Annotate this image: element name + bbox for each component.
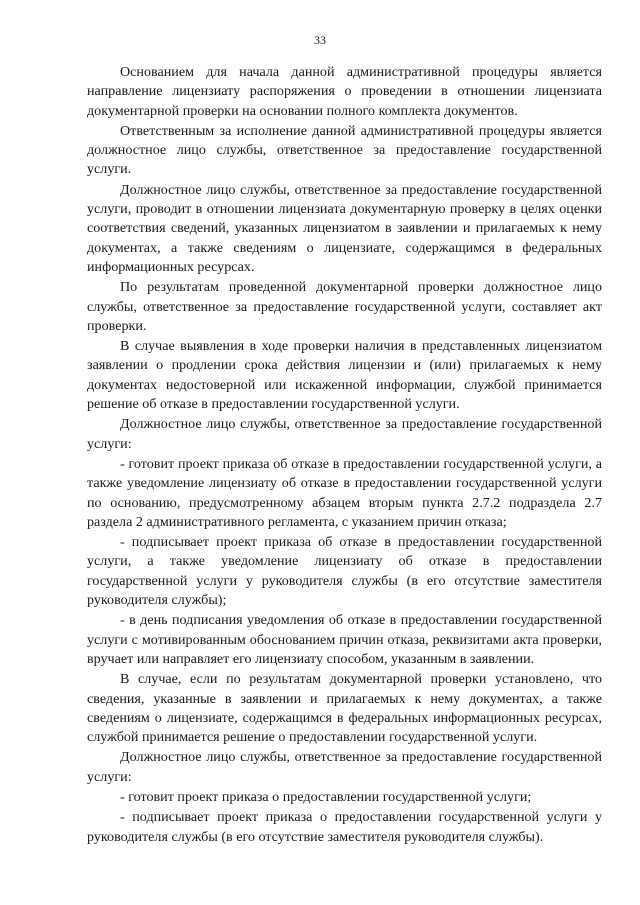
list-item-2: - подписывает проект приказа об отказе в предоставлении государственной услуги, а также уведомление лицензиату об отказе в предоставлении государственной услуги у руководителя службы (в его отсутствие заместителя руководителя службы); xyxy=(87,534,602,609)
list-item-4: - готовит проект приказа о предоставлении государственной услуги; xyxy=(120,788,532,805)
paragraph-4: По результатам проведенной документарной проверки должностное лицо службы, ответственное за предоставление государственной услуги, составляет акт проверки. xyxy=(87,279,602,334)
list-item-1: - готовит проект приказа об отказе в предоставлении государственной услуги, а также уведомление лицензиату об отказе в предоставлении государственной услуги по основанию, предусмотренному абзацем вторым пункта 2.7.2 подраздела 2.7 раздела 2 административного регламента, с указанием причин отказа; xyxy=(87,455,602,530)
list-item-5: - подписывает проект приказа о предоставлении государственной услуги у руководителя службы (в его отсутствие заместителя руководителя службы). xyxy=(87,809,602,845)
paragraph-7: В случае, если по результатам документарной проверки установлено, что сведения, указанные в заявлении и прилагаемых к нему документах, а также сведениям о лицензиате, содержащимся в федеральных информационных ресурсах, службой принимается решение о предоставлении государственной услуги. xyxy=(87,671,602,746)
list-item-3: - в день подписания уведомления об отказе в предоставлении государственной услуги с мотивированным обоснованием причин отказа, реквизитами акта проверки, вручает или направляет его лицензиату способом, указанным в заявлении. xyxy=(87,612,602,667)
paragraph-2: Ответственным за исполнение данной административной процедуры является должностное лицо службы, ответственное за предоставление государственной услуги. xyxy=(87,122,602,178)
text-body xyxy=(87,63,602,847)
paragraph-1: Основанием для начала данной административной процедуры является направление лицензиату распоряжения о проведении в отношении лицензиата документарной проверки на основании полного комплекта документов. xyxy=(87,64,602,119)
paragraph-3: Должностное лицо службы, ответственное за предоставление государственной услуги, проводит в отношении лицензиата документарную проверку в целях оценки соответствия сведений, указанных лицензиатом в заявлении и прилагаемых к нему документах, а также сведениям о лицензиате, содержащимся в федеральных информационных ресурсах. xyxy=(87,181,602,275)
paragraph-8: Должностное лицо службы, ответственное за предоставление государственной услуги: xyxy=(87,749,602,785)
paragraph-5: В случае выявления в ходе проверки наличия в представленных лицензиатом заявлении о продлении срока действия лицензии и (или) прилагаемых к нему документах недостоверной или искаженной информации, службой принимается решение об отказе в предоставлении государственной услуги. xyxy=(87,338,602,413)
page-number: 33 xyxy=(314,33,326,47)
paragraph-6: Должностное лицо службы, ответственное за предоставление государственной услуги: xyxy=(87,416,602,452)
